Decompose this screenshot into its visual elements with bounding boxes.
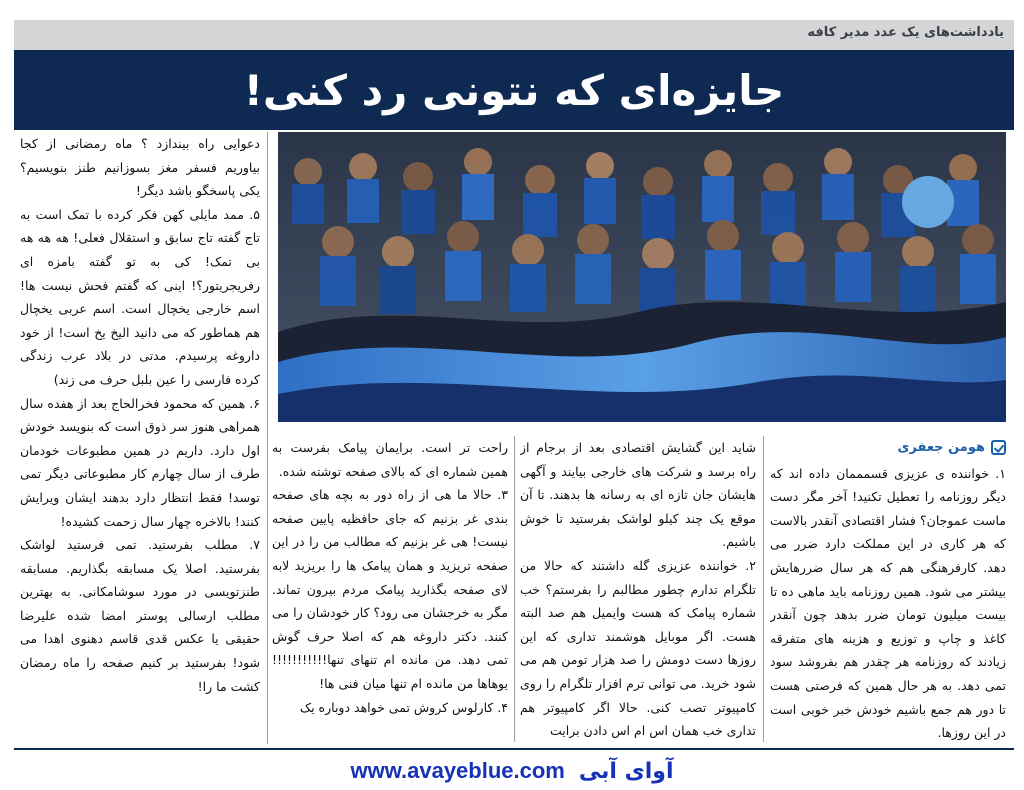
paragraph: شاید این گشایش اقتصادی بعد از برجام از راه برسد و شرکت های خارجی بیایند و آگهی هایشان جان تازه ای به رسانه ها بدهند. تا آن موقع یک چند کیلو لواشک بفرستید تا خوش باشیم. [520, 440, 756, 550]
paragraph: راحت تر است. برایمان پیامک بفرست به همین شماره ای که بالای صفحه توشته شده. [272, 440, 508, 479]
column-divider [514, 436, 515, 742]
column-divider [267, 132, 268, 744]
paragraph: ۱. خواننده ی عزیزی قسمممان داده اند که دیگر روزنامه را تعطیل تکنید! آخر مگر دست ماست عموجان؟ فشار اقتصادی آنقدر بالاست که هر کاری در این مملکت دارد ضرر می دهد. کارفرهنگی هم که هر سال ضررهایش بیشتر می شود. همین روزنامه باید ماهی ده تا بیست میلیون تومان ضرر بدهد چون آنقدر کاغذ و چاپ و توزیع و هزینه های متفرقه زیادند که روزنامه هر چقدر هم بفروشد سود تمی دهد. به هر حال همین که فرصتی هست تا دور هم جمع باشیم خودش خبر خوبی است در این روزها. [770, 465, 1006, 741]
text-column-mid-left [272, 436, 508, 742]
page-title: جایزه‌ای که نتونی رد کنی! [243, 65, 785, 115]
author-name: هومن جعفری [897, 440, 985, 455]
section-label: یادداشت‌های یک عدد مدیر کافه [807, 25, 1004, 40]
title-banner [14, 50, 1014, 130]
section-bar [14, 20, 1014, 50]
paragraph: دعوایی راه بیندازد ؟ ماه رمضانی از کجا بیاوریم فسفر مغز بسوزانیم طنز بنویسیم؟ یکی پاسخگو باشد دیگر! [20, 136, 260, 199]
column-divider [763, 436, 764, 742]
stadium-crowd-image [278, 132, 1006, 422]
author-byline [770, 436, 1006, 460]
site-url-link[interactable]: www.avayeblue.com [350, 758, 565, 783]
text-column-mid-right [520, 436, 756, 742]
text-column-right [770, 436, 1006, 742]
footer [0, 752, 1024, 790]
paragraph: ۶. همین که محمود فخرالحاج بعد از هفده سال همراهی هنوز سر ذوق است که بنویسد خودش اول دارد. داریم در همین مطبوعات خودمان طرف از سال چهارم کار مطبوعاتی دیگر تمی توسد! فقط انتظار دارد بدهند ایشان ویرایش کنند! بالاخره چهار سال زحمت کشیده! [20, 395, 260, 529]
fans-photo [278, 132, 1006, 422]
pen-check-icon [991, 440, 1006, 455]
paragraph: ۷. مطلب بفرستید. تمی فرستید لواشک بفرستید. اصلا یک مسابقه بگذاریم. مسابقه طنزتویسی در مورد سوشامکانی. به بهترین مطلب ارسالی پوستر امضا شده علیرضا حقیقی یا عکس قدی قاسم دهنوی اهدا می شود! بفرستید بر کنیم صفحه را ماه رمضان کشت ما را! [20, 537, 260, 694]
paragraph: ۳. حالا ما هی از راه دور به بچه های صفحه بندی غر بزنیم که جای حافظیه پایین صفحه نیست! هی غر بزنیم که مطالب من را در این صفحه تریزید و همان پیامک ها را بریزید لابه لای صفحه بگذارید پیامک مردم بیرون تماند. مگر به خرجشان می رود؟ کار خودشان را می کنند. دکتر داروغه هم که اصلا حرف گوش تمی دهد. من مانده ام تنهای تنها!!!!!!!!!!! یوهاها من مانده ام تنها میان فنی ها! [272, 487, 508, 691]
text-column-left [20, 132, 260, 742]
paragraph: ۵. ممد مایلی کهن فکر کرده با تمک است به تاج گفته تاج سابق و استقلال فعلی! هه هه هه بی تمک! کی به تو گفته بامزه ای رفریجریتور؟! اینی که گفتم فحش نیست ها! اسم خارجی یخچال است. اسم عربی یخچال هم هماطور که می دانید الیخ یخ است! از خود داروغه پرسیدم. مدتی در بلاد عرب زندگی کرده فارسی را عین بلبل حرف می زند) [20, 206, 260, 387]
paragraph: ۲. خواننده عزیزی گله داشتند که حالا من تلگرام تدارم چطور مطالبم را بفرستم؟ خب شماره پیامک که هست وایمیل هم صد البته هست. اگر موبایل هوشمند تداری که این روزها دست دومش را صد هزار تومن هم می شود خرید. می توانی ترم افزار تلگرام را روی کامپیوتر تصب کنی. حالا اگر کامپیوتر هم تداری خب همان اس ام اس دادن برایت [520, 557, 756, 739]
footer-divider [14, 748, 1014, 750]
site-name: آوای آبی [578, 758, 674, 784]
paragraph: ۴. کارلوس کروش تمی خواهد دوباره یک [299, 699, 508, 715]
